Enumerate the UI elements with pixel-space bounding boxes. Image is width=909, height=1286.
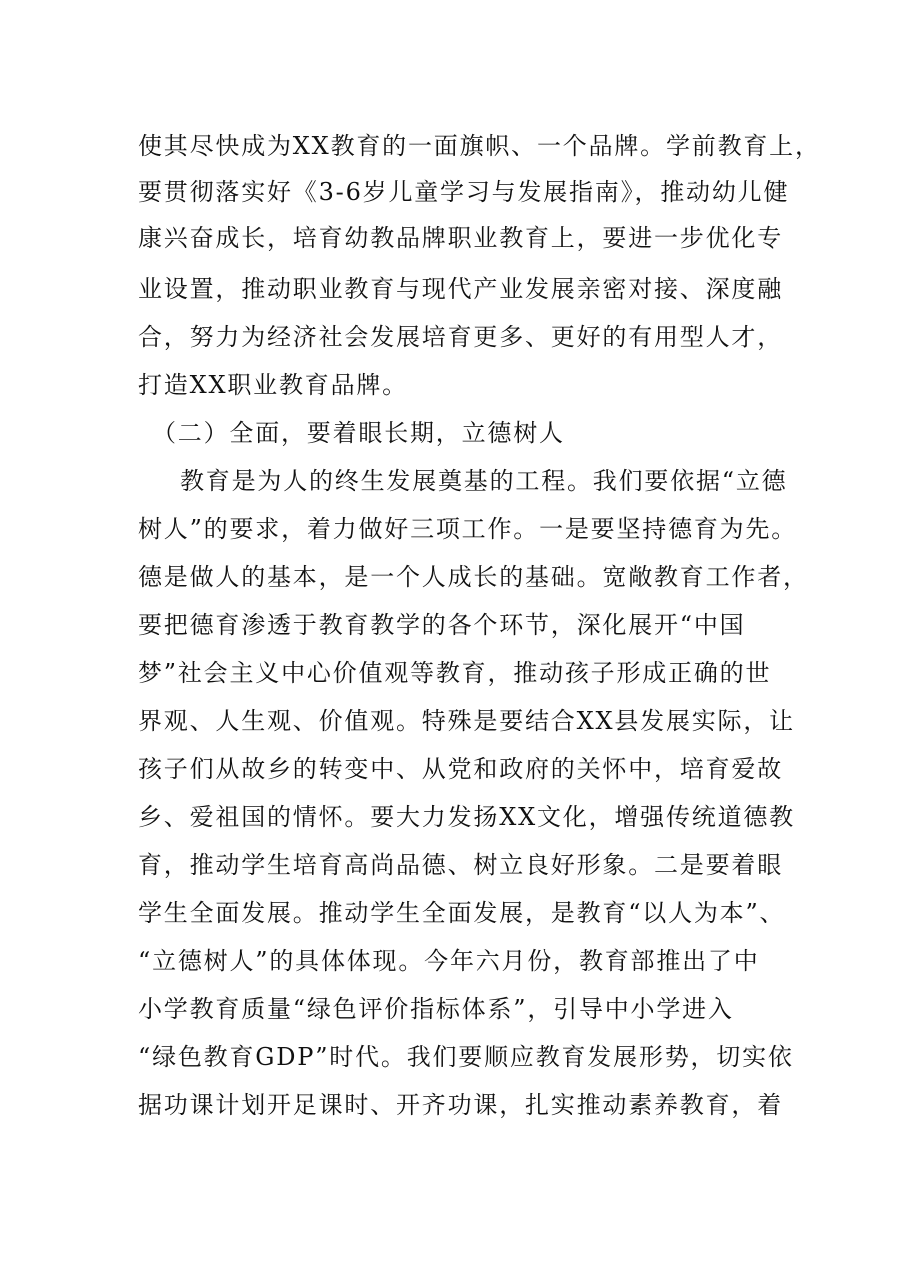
text-line-10: 德是做人的基本，是一个人成长的基础。宽敞教育工作者， bbox=[138, 563, 809, 591]
text-line-2: 要贯彻落实好《3-6岁儿童学习与发展指南》，推动幼儿健 bbox=[138, 178, 790, 206]
text-line-6: 打造XX职业教育品牌。 bbox=[138, 371, 408, 399]
text-line-16: 育，推动学生培育高尚品德、树立良好形象。二是要着眼 bbox=[138, 851, 783, 879]
text-line-3: 康兴奋成长，培育幼教品牌职业教育上，要进一步优化专 bbox=[138, 224, 783, 252]
text-line-14: 孩子们从故乡的转变中、从党和政府的关怀中，培育爱故 bbox=[138, 755, 783, 783]
text-line-1: 使其尽快成为XX教育的一面旗帜、一个品牌。学前教育上， bbox=[138, 132, 821, 160]
text-line-18: “立德树人”的具体体现。今年六月份，教育部推出了中 bbox=[138, 947, 760, 975]
section-heading: （二）全面，要着眼长期，立德树人 bbox=[152, 419, 565, 447]
text-line-8: 教育是为人的终生发展奠基的工程。我们要依据“立德 bbox=[180, 467, 788, 495]
text-line-11: 要把德育渗透于教育教学的各个环节，深化展开“中国 bbox=[138, 611, 746, 639]
text-line-15: 乡、爱祖国的情怀。要大力发扬XX文化，增强传统道德教 bbox=[138, 803, 795, 831]
text-line-5: 合，努力为经济社会发展培育更多、更好的有用型人才， bbox=[138, 323, 783, 351]
text-line-12: 梦”社会主义中心价值观等教育，推动孩子形成正确的世 bbox=[138, 659, 772, 687]
text-line-4: 业设置，推动职业教育与现代产业发展亲密对接、深度融 bbox=[138, 275, 783, 303]
text-line-13: 界观、人生观、价值观。特殊是要结合XX县发展实际，让 bbox=[138, 707, 795, 735]
text-line-20: “绿色教育GDP”时代。我们要顺应教育发展形势，切实依 bbox=[138, 1043, 794, 1071]
text-line-17: 学生全面发展。推动学生全面发展，是教育“以人为本”、 bbox=[138, 899, 786, 927]
text-line-9: 树人”的要求，着力做好三项工作。一是要坚持德育为先。 bbox=[138, 515, 798, 543]
text-line-19: 小学教育质量“绿色评价指标体系”，引导中小学进入 bbox=[138, 995, 734, 1023]
text-line-21: 据功课计划开足课时、开齐功课，扎实推动素养教育，着 bbox=[138, 1091, 783, 1119]
